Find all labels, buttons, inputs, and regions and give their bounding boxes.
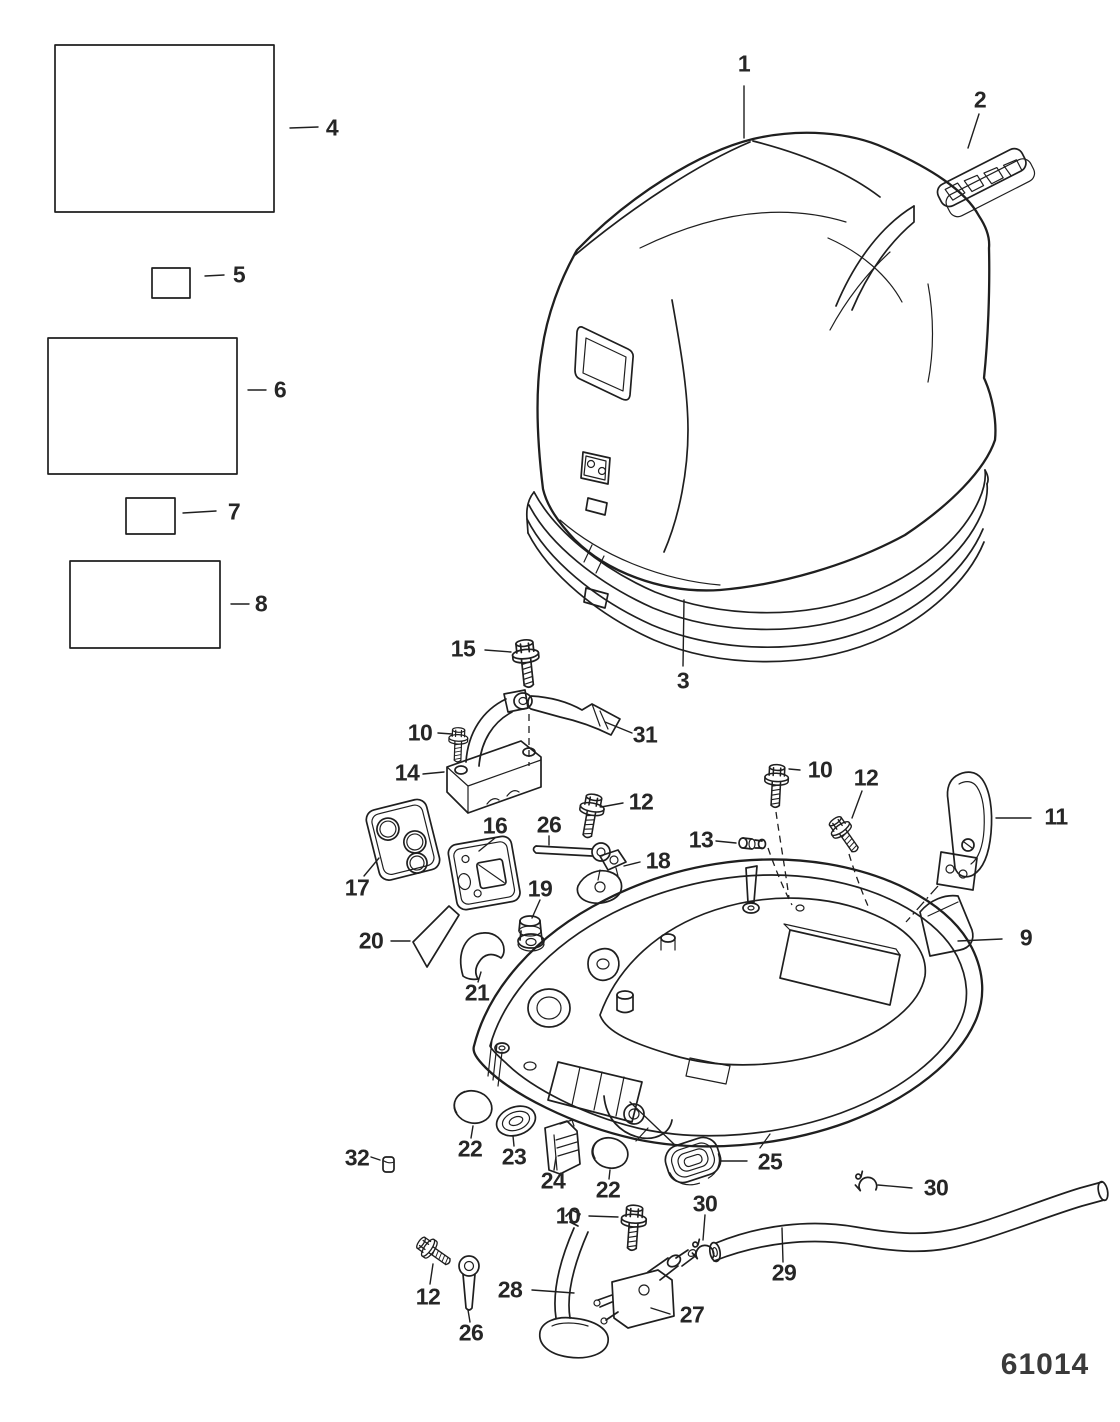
hose-clamp bbox=[852, 1169, 877, 1195]
part-callout-10: 10 bbox=[555, 1202, 581, 1229]
eye-link bbox=[459, 1256, 479, 1310]
part-callout-2: 2 bbox=[973, 86, 987, 113]
gasket-plate bbox=[364, 797, 442, 882]
part-callout-12: 12 bbox=[628, 788, 654, 815]
part-callout-22: 22 bbox=[457, 1135, 483, 1162]
bottom-cowl bbox=[474, 860, 983, 1149]
part-callout-11: 11 bbox=[1044, 803, 1068, 830]
part-callout-22: 22 bbox=[595, 1176, 621, 1203]
oval-grommet bbox=[492, 1101, 539, 1141]
tiny-clip bbox=[383, 1157, 394, 1172]
part-callout-30: 30 bbox=[923, 1174, 949, 1201]
part-callout-1: 1 bbox=[737, 50, 751, 77]
screw bbox=[448, 727, 468, 762]
part-callout-7: 7 bbox=[227, 498, 241, 525]
part-callout-20: 20 bbox=[358, 927, 384, 954]
drawing-number: 61014 bbox=[1000, 1348, 1090, 1381]
spool-grommet bbox=[518, 916, 544, 951]
top-cowl bbox=[538, 133, 996, 591]
decal-rectangles bbox=[48, 45, 274, 648]
flange-bolt bbox=[825, 813, 865, 857]
link-rod bbox=[534, 843, 611, 861]
part-callout-21: 21 bbox=[464, 979, 490, 1006]
screw bbox=[413, 1233, 455, 1271]
part-callout-14: 14 bbox=[394, 759, 420, 786]
part-callout-15: 15 bbox=[450, 635, 476, 662]
part-callout-31: 31 bbox=[632, 721, 658, 748]
part-callout-28: 28 bbox=[497, 1276, 523, 1303]
part-callout-19: 19 bbox=[527, 875, 553, 902]
part-callout-26: 26 bbox=[536, 811, 562, 838]
flange-bolt bbox=[511, 639, 542, 689]
part-callout-27: 27 bbox=[679, 1301, 705, 1328]
part-callout-10: 10 bbox=[407, 719, 433, 746]
part-callout-18: 18 bbox=[645, 847, 671, 874]
part-callout-12: 12 bbox=[853, 764, 879, 791]
part-callout-3: 3 bbox=[676, 667, 690, 694]
latch-lever bbox=[514, 693, 620, 735]
hook-seal bbox=[461, 933, 504, 979]
plug-cap bbox=[589, 1134, 632, 1172]
hex-bolt bbox=[763, 764, 789, 808]
part-callout-10: 10 bbox=[807, 756, 833, 783]
part-callout-32: 32 bbox=[344, 1144, 370, 1171]
flange-bolt bbox=[575, 792, 606, 839]
part-callout-5: 5 bbox=[232, 261, 246, 288]
part-callout-24: 24 bbox=[540, 1167, 566, 1194]
part-callout-29: 29 bbox=[771, 1259, 797, 1286]
vent-hose bbox=[708, 1181, 1109, 1262]
pad bbox=[413, 906, 459, 967]
part-callout-12: 12 bbox=[415, 1283, 441, 1310]
part-callout-16: 16 bbox=[482, 812, 508, 839]
primer-lever bbox=[540, 1210, 608, 1358]
part-callout-6: 6 bbox=[273, 376, 287, 403]
anchor-bracket bbox=[577, 850, 626, 903]
part-callout-8: 8 bbox=[254, 590, 268, 617]
part-callout-13: 13 bbox=[688, 826, 714, 853]
part-callout-4: 4 bbox=[325, 114, 339, 141]
part-callout-26: 26 bbox=[458, 1319, 484, 1346]
part-callout-9: 9 bbox=[1019, 924, 1033, 951]
part-callout-30: 30 bbox=[692, 1190, 718, 1217]
flange-bolt bbox=[619, 1204, 647, 1251]
part-callout-23: 23 bbox=[501, 1143, 527, 1170]
part-callout-17: 17 bbox=[344, 874, 370, 901]
plug-cap bbox=[451, 1087, 496, 1128]
connector-clip bbox=[545, 1120, 580, 1174]
pin-fitting bbox=[739, 838, 766, 849]
part-callout-25: 25 bbox=[757, 1148, 783, 1175]
